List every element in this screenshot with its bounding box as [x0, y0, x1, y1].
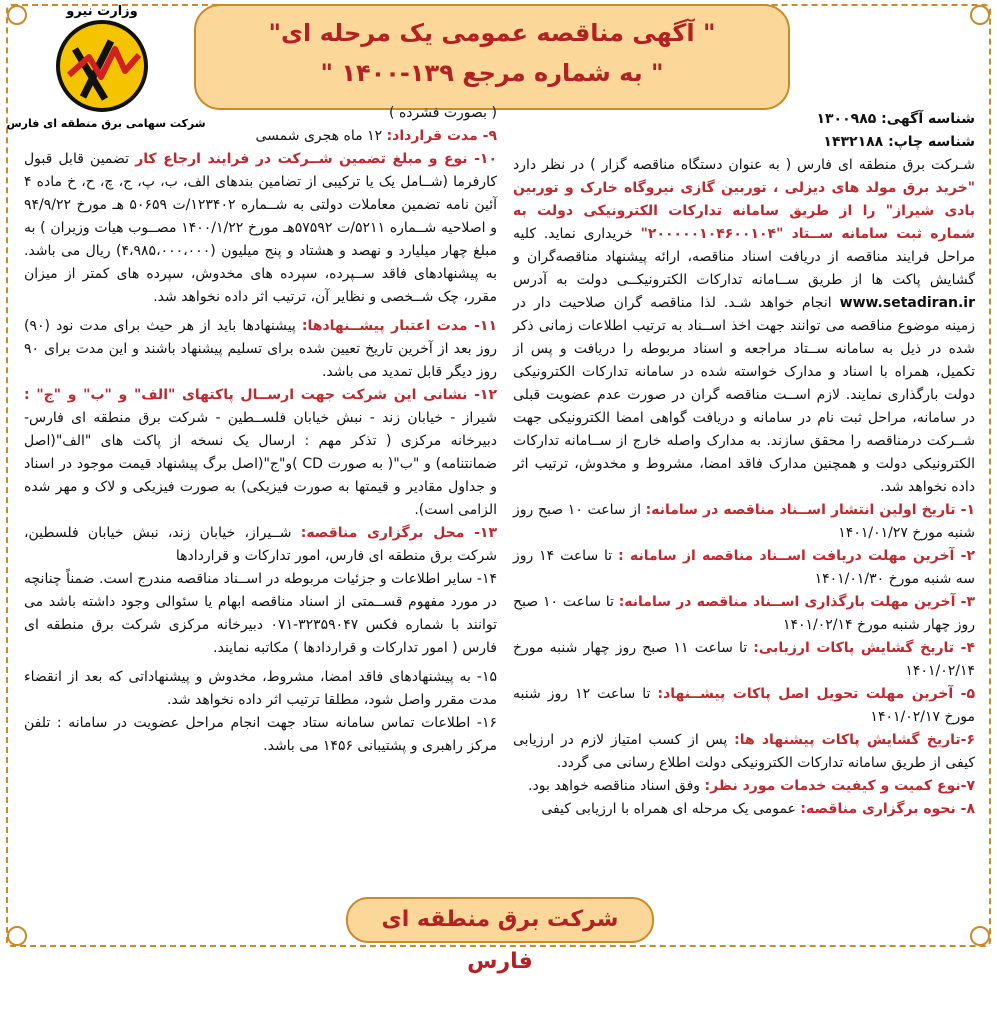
ad-id-label: شناسه آگهی:: [881, 111, 975, 127]
intro-text-2: خریداری نماید. کلیه مراحل فرایند مناقصه از دریافت اسناد مناقصه، ارائه پیشنهاد مناقصه‌گران و گشایش پاکت ها از طریق ســامانه تدارکات الکترونیکــی دولت به آدرس: [513, 226, 975, 288]
corner-ornament: [970, 5, 990, 25]
tender-subject: "خرید برق مولد های دیزلی ، توربین گازی نیروگاه خارک و توربین بادی شیراز" را از طریق سامانه تدارکات الکترونیکی دولت به شماره ثبت سامانه ســتاد "۲۰۰۰۰۰۱۰۴۶۰۰۱۰۴": [513, 180, 975, 242]
item-label: ۱- تاریخ اولین انتشار اســناد مناقصه در سامانه:: [645, 502, 975, 518]
item-text: تا ساعت ۱۱ صبح روز چهار شنبه مورخ ۱۴۰۱/۰۲/۱۴: [513, 640, 975, 679]
title-line-2: " به شماره مرجع ۱۳۹-۱۴۰۰ ": [320, 59, 664, 87]
left-column: [24, 102, 497, 758]
print-id-value: ۱۴۳۲۱۸۸: [823, 134, 884, 150]
item-10: [24, 148, 497, 309]
right-column: [513, 108, 975, 821]
intro-text-3: انجام خواهد شـد. لذا مناقصه گران صلاحیت دار در زمینه موضوع مناقصه می توانند جهت اخذ اســناد به ترتیب اطلاعات زمانی ذکر شده در ذیل به سامانه ســتاد مراجعه و اسناد مربوطه را دریافت و پس از تکمیل، همراه با اسناد و مدارک خواسته شده در سامانه تدارکات الکترونیکی دولت بارگذاری نمایند. لازم اســت مناقصه گران در صورت عدم عضویت قبلی در سامانه، مراحل ثبت نام در سامانه و دریافت گواهی امضا الکترونیکی جهت شــرکت درمناقصه را محقق سازند. به مدارک واصله خارج از ســامانه تدارکات الکترونیکی دولت و همچنین مدارک فاقد امضا، مشروط و مخدوش، ترتیب اثر داده نخواهد شد.: [513, 295, 975, 495]
item-label: ۵- آخرین مهلت تحویل اصل پاکات پیشــنهاد:: [657, 686, 976, 702]
item-label: ۹- مدت قرارداد:: [386, 128, 497, 144]
ad-id-line: [513, 108, 975, 131]
schedule-item-8: [513, 798, 975, 821]
item-11: [24, 315, 497, 384]
continued-note: ( بصورت فشرده ): [389, 105, 497, 121]
ad-id-value: ۱۳۰۰۹۸۵: [816, 111, 877, 127]
item-text: تا ساعت ۱۲ روز شنبه مورخ ۱۴۰۱/۰۲/۱۷: [513, 686, 975, 725]
item-text: عمومی یک مرحله ای همراه با ارزیابی کیفی: [541, 801, 796, 817]
item-16: ۱۶- اطلاعات تماس سامانه ستاد جهت انجام مراحل عضویت در سامانه : تلفن مرکز راهبری و پشتیبانی ۱۴۵۶ می باشد.: [24, 715, 497, 754]
item-text: وفق اسناد مناقصه خواهد بود.: [528, 778, 701, 794]
schedule-item-1: [513, 499, 975, 545]
item-label: ۶-تاریخ گشایش پاکات پیشنهاد ها:: [734, 732, 976, 748]
footer-banner: [346, 897, 654, 974]
item-label: ۱۱- مدت اعتبار پیشــنهادها:: [301, 318, 497, 334]
item-text: پیشنهادها باید از هر حیث برای مدت نود (۹۰) روز بعد از آخرین تاریخ تعیین شده برای تسلیم پیشنهاد باشند و این مدت برای ۹۰ روز دیگر قابل تمدید می باشد.: [24, 318, 497, 380]
item-text: شــیراز، خیابان زند، نبش خیابان فلسطین، شرکت برق منطقه ای فارس، امور تدارکات و قراردادها: [24, 525, 497, 564]
company-name-logo: شرکت سهامی برق منطقه ای فارس: [6, 117, 206, 130]
tavanir-logo-icon: [55, 19, 149, 113]
item-label: ۱۳- محل برگزاری مناقصه:: [300, 525, 497, 541]
item-text: تا ساعت ۱۰ صبح روز چهار شنبه مورخ ۱۴۰۱/۰۲/۱۴: [513, 594, 975, 633]
ministry-label: وزارت نیرو: [66, 4, 138, 19]
print-id-line: [513, 131, 975, 154]
item-label: ۲- آخرین مهلت دریافت اســناد مناقصه از سامانه :: [618, 548, 975, 564]
schedule-item-4: [513, 637, 975, 683]
schedule-item-7: [513, 775, 975, 798]
title-banner: [194, 4, 790, 110]
schedule-item-3: [513, 591, 975, 637]
item-15: ۱۵- به پیشنهادهای فاقد امضا، مشروط، مخدوش و پیشنهاداتی که بعد از انقضاء مدت مقرر واصل شود، مطلقا ترتیب اثر داده نخواهد شد.: [24, 669, 497, 708]
schedule-item-2: [513, 545, 975, 591]
print-id-label: شناسه چاپ:: [888, 134, 975, 150]
corner-ornament: [970, 926, 990, 946]
intro-text-1: شـرکت برق منطقه ای فارس ( به عنوان دستگاه مناقصه گزار ) در نظر دارد: [513, 157, 975, 173]
item-label: ۸- نحوه برگزاری مناقصه:: [800, 801, 975, 817]
item-text: تضمین قابل قبول کارفرما (شــامل یک یا ترکیبی از تضامین بندهای الف، ب، پ، ج، چ، ح، خ ماده ۴ آئین نامه تضمین معاملات دولتی به شــماره ۱۲۳۴۰۲/ت ۵۰۶۵۹ هـ مورخ ۹۴/۹/۲۲ و اصلاحیه شــماره ۵۲۱۱/ت ۵۷۵۹۲هـ مورخ ۱۴۰۰/۱/۲۲ مصــوب هیات وزیران ) به مبلغ چهار میلیارد و نهصد و هشتاد و پنج میلیون (۴،۹۸۵،۰۰۰،۰۰۰) ریال می باشد. به پیشنهادهای فاقد ســپرده، سپرده های مخدوش، سپرده های کمتر از میزان مقرر، چک شــخصی و نظایر آن، ترتیب اثر داده نخواهد شد.: [24, 151, 497, 305]
intro-paragraph: [513, 154, 975, 499]
footer-company-name: شرکت برق منطقه ای فارس: [381, 907, 619, 974]
item-label: ۱۲- نشانی این شرکت جهت ارســال پاکتهای "الف" و "ب" و "ج" :: [24, 387, 497, 403]
item-9: [24, 125, 497, 148]
title-line-1: " آگهی مناقصه عمومی یک مرحله ای": [268, 19, 716, 47]
item-14: ۱۴- سایر اطلاعات و جزئیات مربوطه در اســناد مناقصه مندرج است. ضمناً چنانچه در مورد مفهوم قســمتی از اسناد مناقصه ابهام یا سئوالی وجود داشته باشد می توانند با شماره فکس ۳۲۳۵۹۰۴۷-۰۷۱ دبیرخانه مرکزی شرکت برق منطقه ای فارس ( امور تدارکات و قراردادها ) مکاتبه نمایند.: [24, 571, 497, 656]
item-text: پس از کسب امتیاز لازم در ارزیابی کیفی از طریق سامانه تدارکات الکترونیکی دولت اطلاع رسانی می گردد.: [513, 732, 975, 771]
item-12: [24, 384, 497, 522]
item-text: از ساعت ۱۰ صبح روز شنبه مورخ ۱۴۰۱/۰۱/۲۷: [513, 502, 975, 541]
schedule-item-6: [513, 729, 975, 775]
corner-ornament: [7, 926, 27, 946]
item-label: ۳- آخرین مهلت بارگذاری اســناد مناقصه در سامانه:: [618, 594, 975, 610]
item-13: [24, 522, 497, 568]
item-label: ۱۰- نوع و مبلغ تضمین شــرکت در فرایند ارجاع کار: [135, 151, 498, 167]
item-label: ۴- تاریخ گشایش پاکات ارزیابی:: [753, 640, 975, 656]
item-label: ۷-نوع کمیت و کیفیت خدمات مورد نظر:: [704, 778, 975, 794]
website-link[interactable]: www.setadiran.ir: [839, 295, 976, 311]
schedule-item-5: [513, 683, 975, 729]
item-text: تا ساعت ۱۴ روز سه شنبه مورخ ۱۴۰۱/۰۱/۳۰: [513, 548, 975, 587]
item-text: شیراز - خیابان زند - نبش خیابان فلســطین - شرکت برق منطقه ای فارس- دبیرخانه مرکزی ( تذکر مهم : ارسال یک نسخه از پاکت های "الف"(اصل ضمانتنامه) و "ب"( به صورت CD )و"ج"(اصل برگ پیشنهاد قیمت موجود در اسناد و جداول مقادیر و قیمتها به صورت فیزیکی) به صورت فیزیکی و لاک و مهر شده الزامی است).: [24, 410, 497, 518]
item-text: ۱۲ ماه هجری شمسی: [255, 128, 383, 144]
